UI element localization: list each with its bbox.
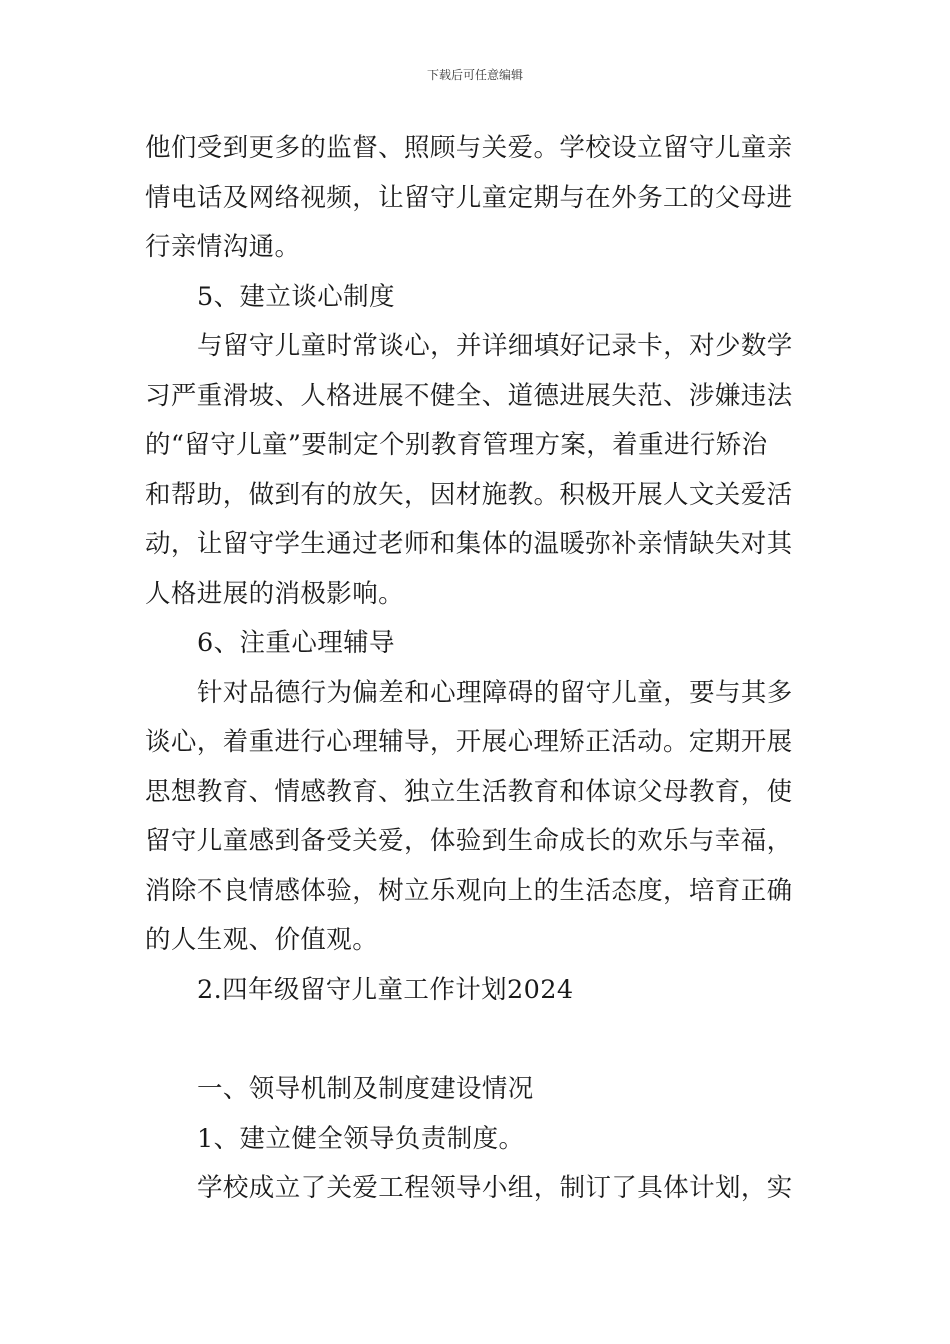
paragraph-start: 学校成立了关爱工程领导小组，制订了具体计划，实 <box>197 1173 793 1203</box>
body-line: 思想教育、情感教育、独立生活教育和体谅父母教育，使 <box>145 776 793 807</box>
body-line: 习严重滑坡、人格进展不健全、道德进展失范、涉嫌违法 <box>145 380 793 411</box>
section-heading: 6、注重心理辅导 <box>197 628 395 658</box>
paragraph-start: 与留守儿童时常谈心，并详细填好记录卡，对少数学 <box>197 331 793 361</box>
body-line: 消除不良情感体验，树立乐观向上的生活态度，培育正确 <box>145 875 793 906</box>
section-heading: 5、建立谈心制度 <box>197 281 395 312</box>
document-body <box>145 124 807 1214</box>
section-heading: 一、领导机制及制度建设情况 <box>197 1074 534 1104</box>
body-line: 留守儿童感到备受关爱，体验到生命成长的欢乐与幸福， <box>145 826 793 856</box>
body-line: 的“留守儿童”要制定个别教育管理方案，着重进行矫治 <box>145 430 768 460</box>
body-line: 人格进展的消极影响。 <box>145 578 405 609</box>
body-line: 情电话及网络视频，让留守儿童定期与在外务工的父母进 <box>145 182 793 213</box>
body-line: 的人生观、价值观。 <box>145 925 379 955</box>
body-line: 和帮助，做到有的放矢，因材施教。积极开展人文关爱活 <box>145 479 793 510</box>
blank-spacer <box>145 1015 807 1065</box>
document-title: 2.四年级留守儿童工作计划2024 <box>197 974 574 1005</box>
body-line: 动，让留守学生通过老师和集体的温暖弥补亲情缺失对其 <box>145 529 793 559</box>
subsection-heading: 1、建立健全领导负责制度。 <box>197 1123 525 1154</box>
paragraph-start: 针对品德行为偏差和心理障碍的留守儿童，要与其多 <box>197 677 793 708</box>
page-header: 下载后可任意编辑 <box>426 68 523 82</box>
body-line: 他们受到更多的监督、照顾与关爱。学校设立留守儿童亲 <box>145 133 793 163</box>
body-line: 谈心，着重进行心理辅导，开展心理矫正活动。定期开展 <box>145 727 793 757</box>
body-line: 行亲情沟通。 <box>145 232 301 262</box>
